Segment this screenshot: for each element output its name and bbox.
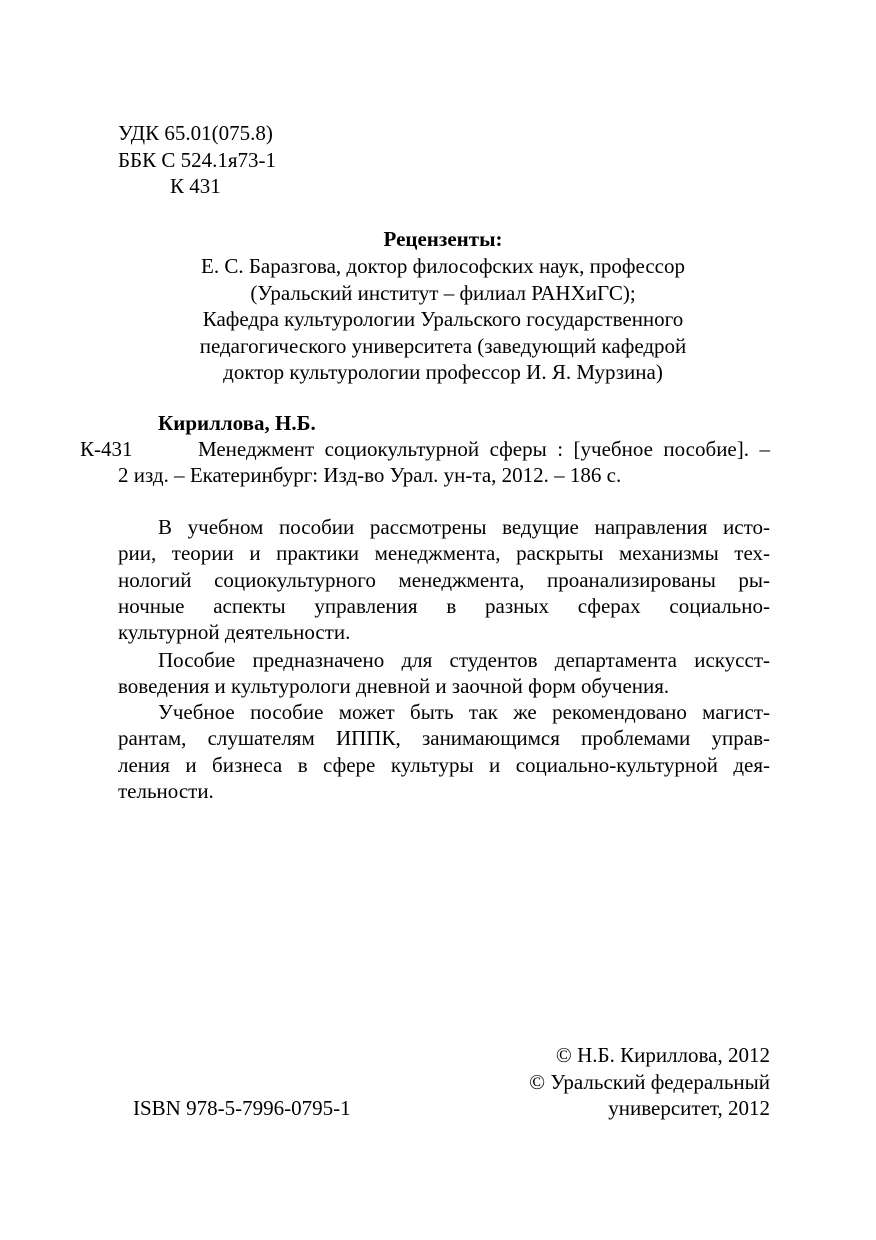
reviewer-line: доктор культурологии профессор И. Я. Мурзина): [223, 360, 663, 384]
abstract-paragraph-3: [118, 699, 770, 804]
copyright-line: © Н.Б. Кириллова, 2012: [555, 1043, 770, 1067]
reviewer-line: (Уральский институт – филиал РАНХиГС);: [250, 280, 636, 305]
abstract-paragraph-1: [118, 514, 770, 645]
copyright-block: [529, 1042, 770, 1122]
text-line: нологий социокультурного менеджмента, проанализированы ры-: [118, 567, 770, 592]
text-line: рии, теории и практики менеджмента, раскрыты механизмы тех-: [118, 541, 770, 566]
text-line: рантам, слушателям ИППК, занимающимся проблемами управ-: [118, 726, 770, 751]
bbk-code: ББК С 524.1я73-1: [118, 147, 277, 172]
isbn: ISBN 978-5-7996-0795-1: [133, 1096, 351, 1120]
copyright-line: университет, 2012: [608, 1096, 770, 1120]
catalog-imprint: 2 изд. – Екатеринбург: Изд-во Урал. ун-та, 2012. – 186 с.: [118, 463, 622, 487]
text-line: воведения и культурологи дневной и заочной форм обучения.: [118, 674, 670, 699]
text-line: культурной деятельности.: [118, 620, 351, 645]
classification-codes: [118, 120, 276, 200]
reviewers-title: Рецензенты:: [383, 227, 503, 251]
text-line: Учебное пособие может быть так же рекомендовано магист-: [158, 700, 770, 724]
text-line: Пособие предназначено для студентов департамента искусст-: [158, 648, 770, 672]
catalog-author: Кириллова, Н.Б.: [158, 411, 316, 435]
text-line: ления и бизнеса в сфере культуры и социально-культурной дея-: [118, 752, 770, 777]
catalog-code: К-431: [80, 437, 133, 461]
reviewer-line: Кафедра культурологии Уральского государственного: [202, 307, 684, 331]
text-line: ночные аспекты управления в разных сферах социально-: [118, 593, 770, 618]
reviewer-line: Е. С. Баразгова, доктор философских наук, профессор: [201, 254, 685, 278]
catalog-title: Менеджмент социокультурной сферы : [учебное пособие]. –: [197, 437, 770, 461]
text-line: В учебном пособии рассмотрены ведущие направления исто-: [158, 515, 770, 539]
catalog-title-line: [80, 436, 770, 462]
abstract-paragraph-2: [118, 647, 770, 700]
text-line: тельности.: [118, 778, 214, 803]
reviewers-list: [0, 253, 876, 386]
copyright-line: © Уральский федеральный: [529, 1069, 770, 1094]
author-mark: К 431: [170, 174, 221, 198]
udk-code: УДК 65.01(075.8): [118, 121, 273, 145]
reviewer-line: педагогического университета (заведующий кафедрой: [199, 333, 687, 358]
